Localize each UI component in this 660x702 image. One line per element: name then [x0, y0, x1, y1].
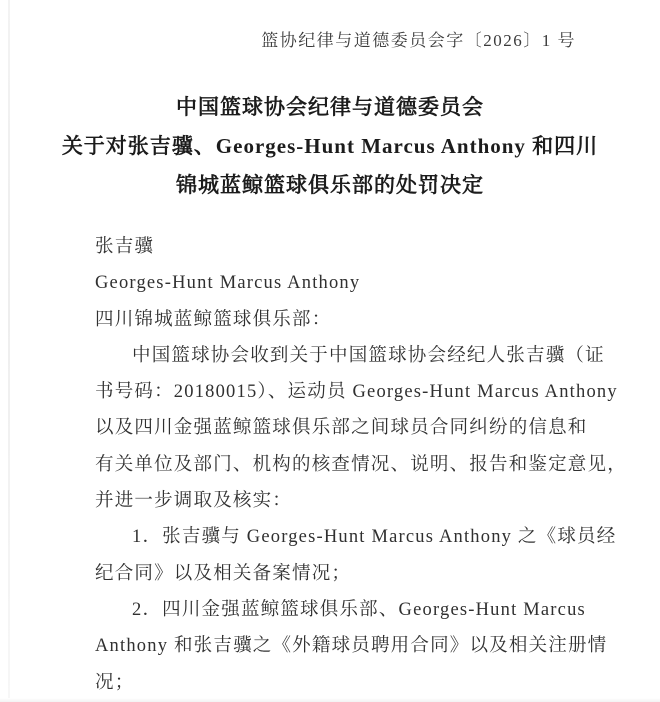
- body-line-item-2: 2．四川金强蓝鲸篮球俱乐部、Georges-Hunt Marcus: [132, 599, 586, 620]
- document-title-line-1: 中国篮球协会纪律与道德委员会: [176, 95, 484, 119]
- body-line: 况；: [95, 672, 135, 693]
- document-title-line-2: 关于对张吉骥、Georges-Hunt Marcus Anthony 和四川: [61, 134, 599, 158]
- scan-artifact-bottom-edge: [0, 698, 660, 702]
- document-title: [0, 88, 660, 205]
- body-line: 书号码：20180015）、运动员 Georges-Hunt Marcus Anthony: [95, 382, 618, 403]
- addressee-line: Georges-Hunt Marcus Anthony: [95, 273, 361, 294]
- addressee-line: 四川锦城蓝鲸篮球俱乐部：: [95, 309, 332, 330]
- body-line: 并进一步调取及核实：: [95, 491, 293, 512]
- body-line: 纪合同》以及相关备案情况；: [95, 563, 352, 584]
- body-line: 有关单位及部门、机构的核查情况、说明、报告和鉴定意见，: [95, 454, 627, 475]
- body-line: 以及四川金强蓝鲸篮球俱乐部之间球员合同纠纷的信息和: [95, 418, 588, 439]
- body-line: 中国篮球协会收到关于中国篮球协会经纪人张吉骥（证: [132, 345, 605, 366]
- addressee-line: 张吉骥: [95, 237, 155, 257]
- document-ref-number: 篮协纪律与道德委员会字〔2026〕1 号: [261, 31, 576, 50]
- body-line-item-1: 1．张吉骥与 Georges-Hunt Marcus Anthony 之《球员经: [132, 527, 617, 548]
- body-line: Anthony 和张吉骥之《外籍球员聘用合同》以及相关注册情: [95, 636, 608, 657]
- document-title-line-3: 锦城蓝鲸篮球俱乐部的处罚决定: [176, 173, 484, 197]
- document-body: [95, 229, 627, 701]
